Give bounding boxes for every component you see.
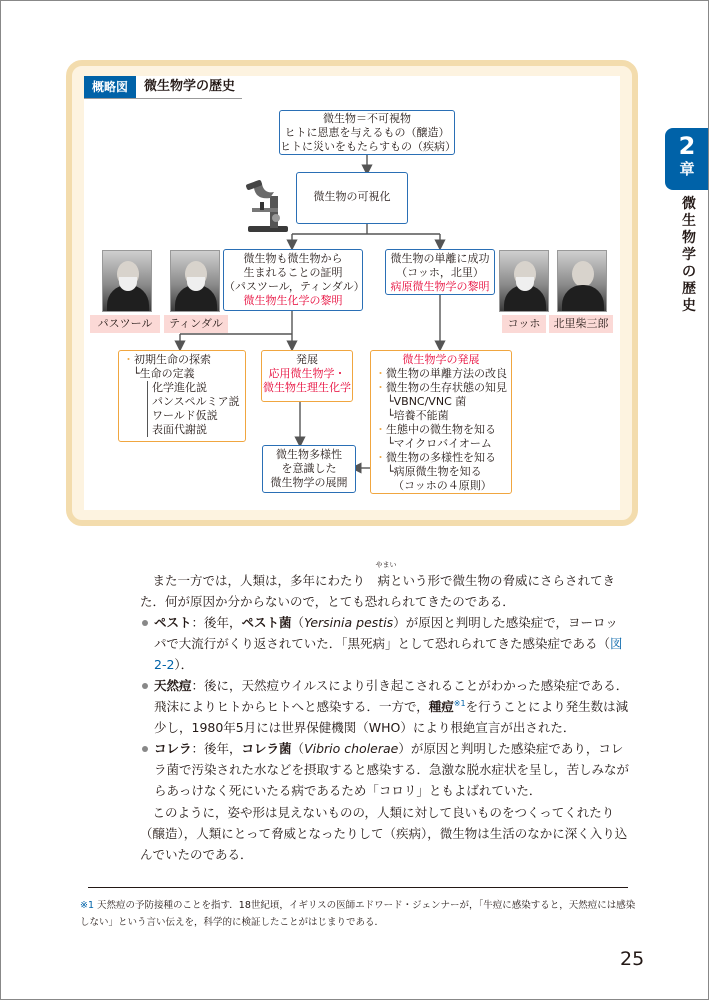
development-box: [261, 350, 353, 402]
footnote-text: 天然痘の予防接種のことを指す．18世紀頃，イギリスの医師エドワード・ジェンナーが，「牛痘に感染すると，天然痘には感染しない」という言い伝えを，科学的に検証したことがはじまりである．: [80, 900, 636, 928]
ruby-yamai: [365, 561, 397, 591]
origin-items: [147, 381, 241, 437]
bullet-dot: [142, 620, 148, 626]
p1-text-a: また一方では，人類は，多年にわたり: [152, 573, 366, 588]
pasteur-name-tag: パスツール: [90, 315, 160, 333]
top-box-line-1: 微生物＝不可視物: [323, 112, 411, 125]
diversity-line-1: 微生物多様性: [276, 448, 342, 461]
visualization-label: 微生物の可視化: [313, 190, 391, 203]
origin-item: ワールド仮説: [152, 409, 218, 422]
chapter-tab: [665, 128, 709, 190]
spontaneous-generation-box: [223, 249, 363, 311]
development-red-1: 応用微生物学・: [268, 367, 346, 380]
ruby-reading: やまい: [375, 561, 397, 569]
science-line: （コッホの４原則）: [393, 479, 492, 492]
development-red-2: 微生物生理生化学: [263, 381, 351, 394]
diversity-box: [262, 445, 356, 493]
spont-line-3: （パスツール，ティンダル）: [224, 280, 365, 293]
bullet-cholera: コレラ：後年，コレラ菌（Vibrio cholerae）が原因と判明した感染症であり，コレラ菌で汚染された水などを摂取すると感染する．急激な脱水症状を呈し，苦しみながらあっけなく死にいたる病であるため「コロリ」ともよばれていた．: [140, 738, 630, 801]
pasteur-photo: [102, 250, 152, 312]
isolation-line-1: 微生物の単離に成功: [390, 252, 490, 265]
footnote-ref[interactable]: ※1: [453, 698, 466, 708]
science-line: └培養不能菌: [387, 409, 449, 422]
top-box-line-3: ヒトに災いをもたらすもの（疾病）: [280, 140, 456, 153]
p1-text-b: という形で微生物の脅威にさらされてきた．何が原因か分からないので，とても恐れられてきたのである．: [140, 573, 616, 609]
development-head: 発展: [296, 353, 318, 366]
science-line: ・微生物の単離方法の改良: [375, 367, 507, 380]
spont-line-1: 微生物も微生物から: [243, 252, 343, 265]
body-paragraph-2: このように，姿や形は見えないものの，人類に対して良いものをつくってくれたり（醸造），人類にとって脅威となったりして（疾病），微生物は生活のなかに深く入り込んでいたのである．: [140, 805, 628, 862]
invisible-microbe-box: [279, 110, 455, 155]
diversity-line-2: を意識した: [281, 462, 337, 475]
chapter-number: 2: [678, 132, 696, 160]
science-line: ・微生物の多様性を知る: [375, 451, 496, 464]
figure-title: 微生物学の歴史: [144, 79, 236, 94]
origin-of-life-box: [118, 350, 246, 442]
tyndall-photo: [170, 250, 220, 312]
top-box-line-2: ヒトに恩恵を与えるもの（醸造）: [284, 126, 450, 139]
origin-item: 表面代謝説: [152, 423, 207, 436]
bullet-dot: [142, 683, 148, 689]
chapter-label: 章: [679, 160, 695, 178]
koch-name-tag: コッホ: [502, 315, 546, 333]
diversity-line-3: 微生物学の展開: [270, 476, 348, 489]
footnote-rule: [88, 887, 628, 888]
microscope-icon: [240, 178, 296, 234]
origin-item: パンスペルミア説: [152, 395, 240, 408]
figure-badge: 概略図: [84, 76, 136, 98]
bullet-dot: [142, 746, 148, 752]
bullet-list: [140, 612, 630, 801]
footnote-mark: ※1: [80, 900, 95, 911]
origin-item: 化学進化説: [152, 381, 207, 394]
visualization-box: [296, 172, 408, 224]
bullet-plague: ペスト：後年，ペスト菌（Yersinia pestis）が原因と判明した感染症で，ヨーロッパで大流行がくり返されていた．「黒死病」として恐れられてきた感染症である（図2-2）．: [140, 612, 630, 675]
figure-ref-link[interactable]: 図2-2: [154, 636, 623, 672]
chapter-title-vertical: 微 生 物 学 の 歴 史: [682, 196, 696, 314]
isolation-box: [385, 249, 495, 295]
isolation-line-2: （コッホ，北里）: [396, 266, 484, 279]
science-head: 微生物学の発展: [402, 353, 480, 366]
origin-sub: └生命の定義: [133, 367, 195, 380]
spont-red-line: 微生物生化学の黎明: [243, 294, 343, 307]
spont-line-2: 生まれることの証明: [243, 266, 343, 279]
page-number: 25: [620, 948, 645, 970]
isolation-red-line: 病原微生物学の黎明: [390, 280, 490, 293]
tyndall-name-tag: ティンダル: [164, 315, 228, 333]
figure-title-bar: [84, 76, 235, 98]
koch-photo: [499, 250, 549, 312]
microbiology-development-box: [370, 350, 512, 494]
bullet-smallpox: 天然痘：後に，天然痘ウイルスにより引き起こされることがわかった感染症である．飛沫によりヒトからヒトへと感染する．一方で，種痘$^{※1}$を行うことにより発生数は減少し，1980年5月には世界保健機関（WHO）により根絶宣言が出された．: [140, 675, 630, 738]
origin-head: ・初期生命の探索: [123, 353, 211, 366]
science-line: └病原微生物を知る: [387, 465, 482, 478]
kitasato-name-tag: 北里柴三郎: [549, 315, 613, 333]
science-line: └マイクロバイオーム: [387, 437, 492, 450]
footnote: [80, 897, 636, 931]
science-line: ・生態中の微生物を知る: [375, 423, 496, 436]
body-paragraph-1: [140, 561, 630, 612]
science-line: ・微生物の生存状態の知見: [375, 381, 507, 394]
figure-title-underline: [84, 98, 242, 99]
ruby-base: 病: [377, 573, 391, 588]
kitasato-photo: [557, 250, 607, 312]
science-line: └VBNC/VNC 菌: [387, 395, 467, 408]
